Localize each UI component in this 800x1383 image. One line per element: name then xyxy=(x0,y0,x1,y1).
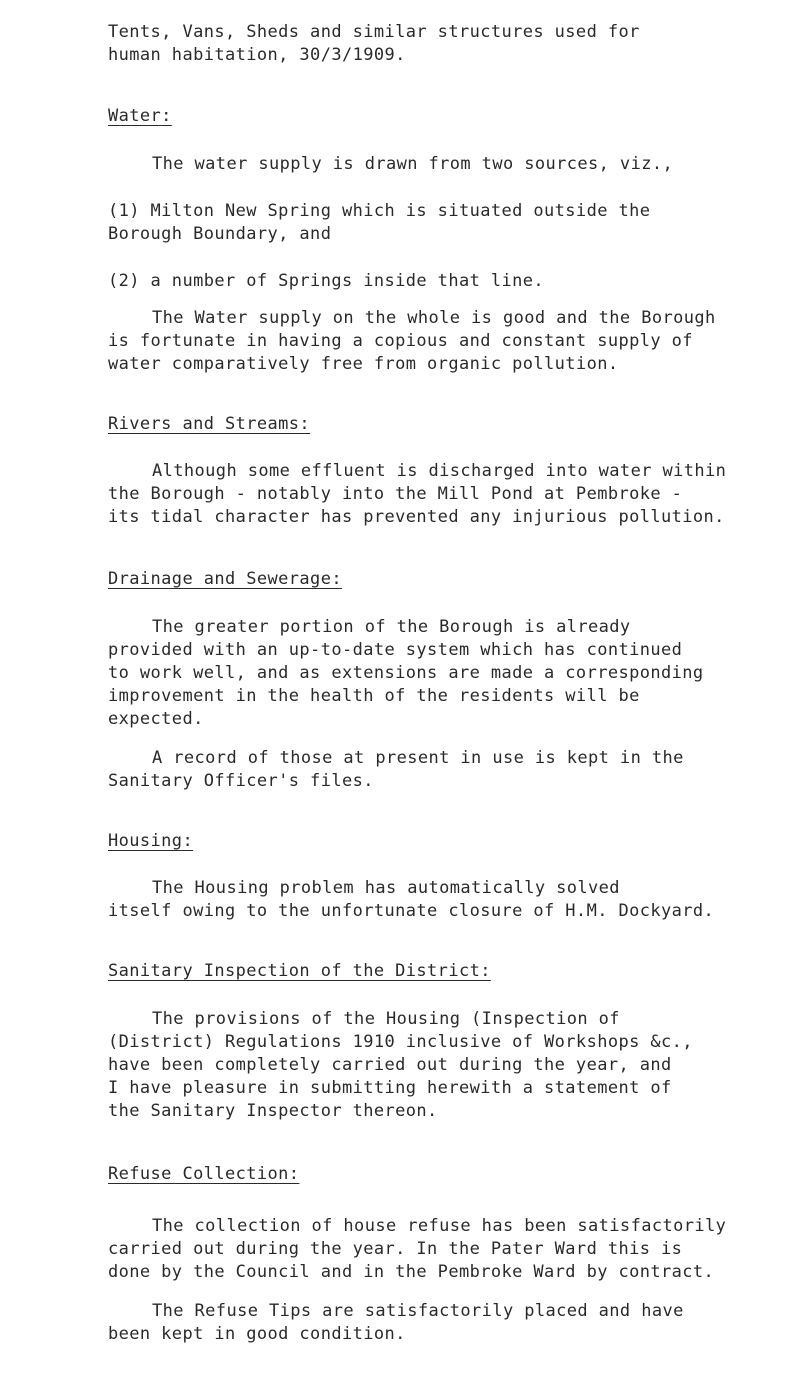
sanitary-heading: Sanitary Inspection of the District: xyxy=(108,961,491,981)
drainage-line-2: provided with an up-to-date system which has continued xyxy=(108,640,683,660)
water-source-1-cont: Borough Boundary, and xyxy=(108,224,332,244)
rivers-heading: Rivers and Streams: xyxy=(108,414,311,434)
refuse-tips-line-2: been kept in good condition. xyxy=(108,1324,406,1344)
drainage-line-5: expected. xyxy=(108,709,204,729)
sanitary-line-4: I have pleasure in submitting herewith a statement of xyxy=(108,1078,672,1098)
drainage-heading: Drainage and Sewerage: xyxy=(108,569,342,589)
water-source-1: (1) Milton New Spring which is situated outside the xyxy=(108,201,651,221)
drainage-record-line-2: Sanitary Officer's files. xyxy=(108,771,374,791)
water-quality-line-3: water comparatively free from organic pollution. xyxy=(108,354,619,374)
sanitary-line-5: the Sanitary Inspector thereon. xyxy=(108,1101,438,1121)
refuse-heading: Refuse Collection: xyxy=(108,1164,300,1184)
drainage-line-4: improvement in the health of the residents will be xyxy=(108,686,640,706)
rivers-line-1: Although some effluent is discharged into water within xyxy=(152,461,727,481)
drainage-line-1: The greater portion of the Borough is already xyxy=(152,617,631,637)
refuse-line-1: The collection of house refuse has been satisfactorily xyxy=(152,1216,727,1236)
refuse-tips-line-1: The Refuse Tips are satisfactorily placed and have xyxy=(152,1301,684,1321)
rivers-line-2: the Borough - notably into the Mill Pond at Pembroke - xyxy=(108,484,683,504)
document-title-line-2: human habitation, 30/3/1909. xyxy=(108,45,406,65)
water-heading: Water: xyxy=(108,106,172,126)
rivers-line-3: its tidal character has prevented any injurious pollution. xyxy=(108,507,725,527)
document-title-line-1: Tents, Vans, Sheds and similar structures used for xyxy=(108,22,640,42)
drainage-line-3: to work well, and as extensions are made a corresponding xyxy=(108,663,704,683)
sanitary-line-3: have been completely carried out during the year, and xyxy=(108,1055,672,1075)
refuse-line-2: carried out during the year. In the Pater Ward this is xyxy=(108,1239,683,1259)
refuse-line-3: done by the Council and in the Pembroke Ward by contract. xyxy=(108,1262,715,1282)
water-source-2: (2) a number of Springs inside that line. xyxy=(108,271,545,291)
water-quality-line-1: The Water supply on the whole is good and the Borough xyxy=(152,308,716,328)
housing-line-2: itself owing to the unfortunate closure of H.M. Dockyard. xyxy=(108,901,715,921)
drainage-record-line-1: A record of those at present in use is kept in the xyxy=(152,748,684,768)
water-paragraph: The water supply is drawn from two sources, viz., xyxy=(152,154,674,174)
sanitary-line-1: The provisions of the Housing (Inspection of xyxy=(152,1009,620,1029)
water-quality-line-2: is fortunate in having a copious and constant supply of xyxy=(108,331,693,351)
housing-line-1: The Housing problem has automatically solved xyxy=(152,878,620,898)
housing-heading: Housing: xyxy=(108,831,194,851)
sanitary-line-2: (District) Regulations 1910 inclusive of Workshops &c., xyxy=(108,1032,693,1052)
